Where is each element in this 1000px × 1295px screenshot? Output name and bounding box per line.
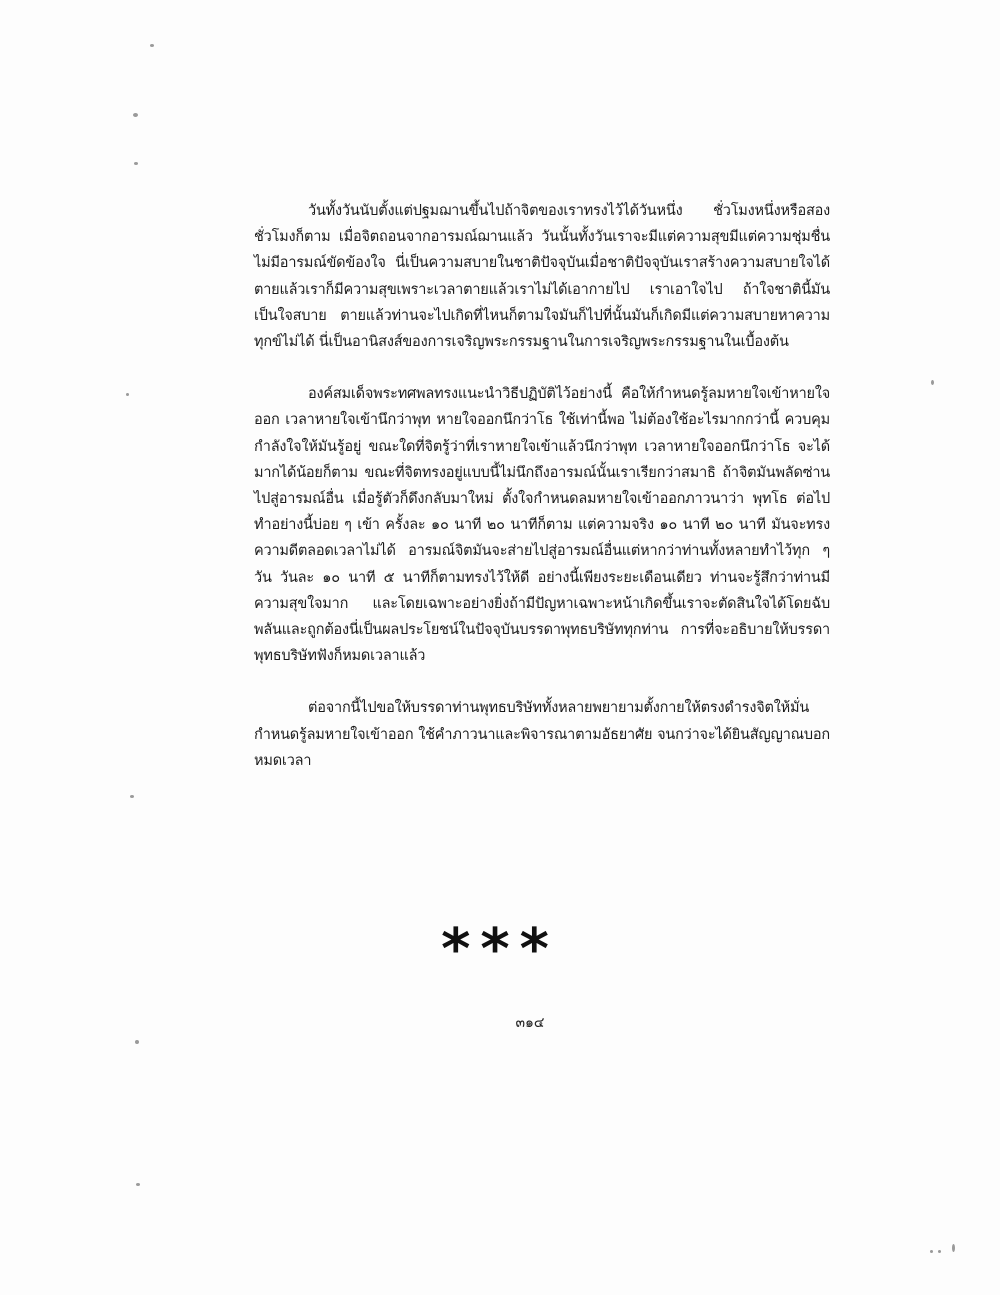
scan-speck <box>931 380 934 385</box>
scan-speck <box>126 393 129 396</box>
paragraph: ต่อจากนี้ไปขอให้บรรดาท่านพุทธบริษัททั้งหลายพยายามตั้งกายให้ตรงดำรงจิตให้มั่น กำหนดรู้ลมหายใจเข้าออก ใช้คำภาวนาและพิจารณาตามอัธยาศัย จนกว่าจะได้ยินสัญญาณบอกหมดเวลา <box>254 700 830 769</box>
scan-speck <box>150 44 154 47</box>
scan-speck <box>136 1183 140 1186</box>
paragraph: วันทั้งวันนับตั้งแต่ปฐมฌานขึ้นไปถ้าจิตของเราทรงไว้ได้วันหนึ่ง ชั่วโมงหนึ่งหรือสองชั่วโมงก็ตาม เมื่อจิตถอนจากอารมณ์ฌานแล้ว วันนั้นทั้งวันเราจะมีแต่ความสุขมีแต่ความชุ่มชื่นไม่มีอารมณ์ขัดข้องใจ นี่เป็นความสบายในชาติปัจจุบันเมื่อชาติปัจจุบันเราสร้างความสบายใจได้ ตายแล้วเราก็มีความสุขเพราะเวลาตายแล้วเราไม่ได้เอากายไป เราเอาใจไป ถ้าใจชาตินี้มันเป็นใจสบาย ตายแล้วท่านจะไปเกิดที่ไหนก็ตามใจมันก็ไปที่นั้นมันก็เกิดมีแต่ความสบายหาความทุกข์ไม่ได้ นี่เป็นอานิสงส์ของการเจริญพระกรรมฐานในการเจริญพระกรรมฐานในเบื้องต้น <box>254 203 830 351</box>
scan-speck <box>135 1040 139 1044</box>
scan-speck <box>130 795 134 798</box>
page-number: ๓๑๔ <box>515 1015 545 1031</box>
scan-speck <box>952 1244 955 1252</box>
paragraph: องค์สมเด็จพระทศพลทรงแนะนำวิธีปฏิบัติไว้อย่างนี้ คือให้กำหนดรู้ลมหายใจเข้าหายใจออก เวลาหายใจเข้านึกว่าพุท หายใจออกนึกว่าโธ ใช้เท่านี้พอ ไม่ต้องใช้อะไรมากกว่านี้ ควบคุมกำลังใจให้มันรู้อยู่ ขณะใดที่จิตรู้ว่าที่เราหายใจเข้าแล้วนึกว่าพุท เวลาหายใจออกนึกว่าโธ จะได้มากได้น้อยก็ตาม ขณะที่จิตทรงอยู่แบบนี้ไม่นึกถึงอารมณ์นั้นเราเรียกว่าสมาธิ ถ้าจิตมันพลัดซ่านไปสู่อารมณ์อื่น เมื่อรู้ตัวก็ดึงกลับมาใหม่ ตั้งใจกำหนดลมหายใจเข้าออกภาวนาว่า พุทโธ ต่อไปทำอย่างนี้บ่อย ๆ เข้า ครั้งละ ๑๐ นาที ๒๐ นาทีก็ตาม แต่ความจริง ๑๐ นาที ๒๐ นาที มันจะทรงความดีตลอดเวลาไม่ได้ อารมณ์จิตมันจะส่ายไปสู่อารมณ์อื่นแต่หากว่าท่านทั้งหลายทำไว้ทุก ๆ วัน วันละ ๑๐ นาที ๕ นาทีก็ตามทรงไว้ให้ดี อย่างนี้เพียงระยะเดือนเดียว ท่านจะรู้สึกว่าท่านมีความสุขใจมาก และโดยเฉพาะอย่างยิ่งถ้ามีปัญหาเฉพาะหน้าเกิดขึ้นเราจะตัดสินใจได้โดยฉับพลันและถูกต้องนี่เป็นผลประโยชน์ในปัจจุบันบรรดาพุทธบริษัททุกท่าน การที่จะอธิบายให้บรรดาพุทธบริษัทฟังก็หมดเวลาแล้ว <box>254 386 830 665</box>
body-text <box>254 198 830 800</box>
section-end-mark: *** <box>441 917 559 982</box>
scan-speck <box>133 113 138 117</box>
scan-speck <box>938 1250 941 1253</box>
scan-speck <box>134 162 138 165</box>
scan-speck <box>930 1250 933 1253</box>
